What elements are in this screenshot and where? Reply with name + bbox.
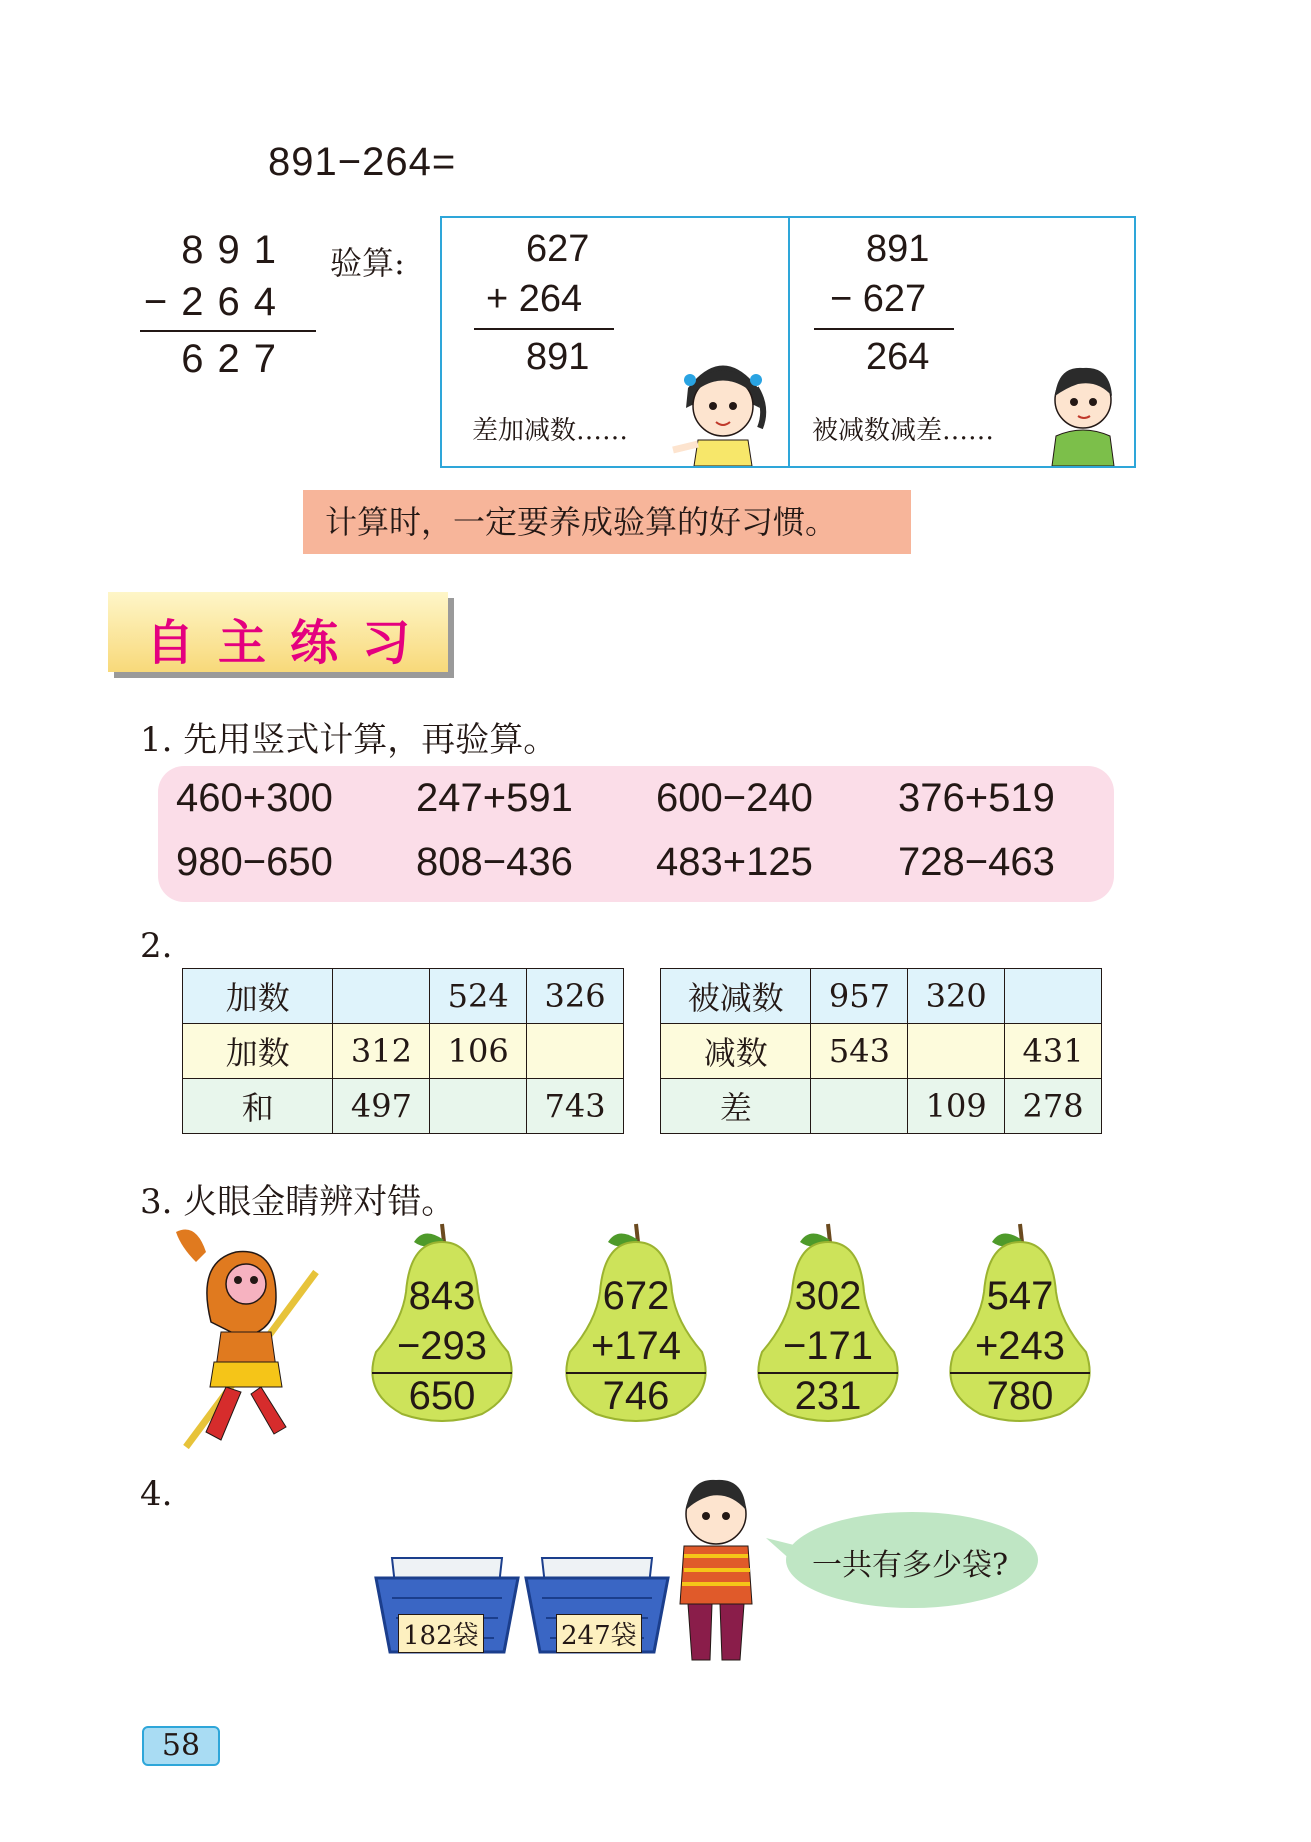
pear-problem-1[interactable] — [362, 1222, 522, 1422]
girl-illustration — [668, 348, 778, 466]
pear-result: 746 — [602, 1374, 670, 1418]
table-cell[interactable] — [527, 1024, 624, 1079]
table-row — [183, 969, 624, 1024]
table-cell: 加数 — [183, 1024, 333, 1079]
basket2-label: 247袋 — [556, 1614, 642, 1653]
pear-top-number: 302 — [794, 1274, 862, 1318]
table-cell: 加数 — [183, 969, 333, 1024]
monkey-king-illustration — [166, 1222, 336, 1452]
table-cell[interactable] — [811, 1079, 908, 1134]
check2-a: 891 — [866, 228, 930, 270]
table-cell[interactable] — [1005, 969, 1102, 1024]
pear-operand: +243 — [974, 1324, 1066, 1368]
table-row — [183, 1024, 624, 1079]
table-cell: 差 — [661, 1079, 811, 1134]
q1-label: 1. 先用竖式计算，再验算。 — [140, 720, 558, 760]
q4-label: 4. — [140, 1474, 173, 1514]
boy-thinking-illustration — [664, 1474, 764, 1670]
table-cell: 524 — [430, 969, 527, 1024]
pear-top-number: 672 — [602, 1274, 670, 1318]
section-title-text: 自主练习 — [146, 615, 435, 671]
speech-text: 一共有多少袋? — [812, 1548, 1009, 1583]
q1-expr: 376+519 — [898, 776, 1055, 820]
table-cell: 431 — [1005, 1024, 1102, 1079]
q1-expr: 980−650 — [176, 840, 333, 884]
q3-label: 3. 火眼金睛辨对错。 — [140, 1182, 456, 1222]
vertical-top: 891 — [181, 228, 290, 272]
pear-problem-3[interactable] — [748, 1222, 908, 1422]
check1-hint: 差加减数…… — [472, 416, 629, 446]
table-cell: 278 — [1005, 1079, 1102, 1134]
table-cell: 743 — [527, 1079, 624, 1134]
section-title — [108, 592, 448, 672]
q1-expr: 483+125 — [656, 840, 813, 884]
check-box-2 — [788, 216, 1136, 468]
vertical-result: 627 — [181, 337, 290, 381]
table-row — [661, 1024, 1102, 1079]
pear-result: 231 — [794, 1374, 862, 1418]
check1-a: 627 — [526, 228, 590, 270]
q1-expr: 808−436 — [416, 840, 573, 884]
check1-result: 891 — [526, 336, 590, 378]
table-cell: 被减数 — [661, 969, 811, 1024]
pear-result: 650 — [408, 1374, 476, 1418]
table-cell: 320 — [908, 969, 1005, 1024]
table-row — [183, 1079, 624, 1134]
table-cell: 109 — [908, 1079, 1005, 1134]
check1-b: + 264 — [486, 278, 583, 320]
basket1-label: 182袋 — [398, 1614, 484, 1653]
check2-hint: 被减数减差…… — [812, 416, 995, 446]
check-label: 验算: — [330, 244, 405, 282]
table-row — [661, 1079, 1102, 1134]
pear-top-number: 547 — [986, 1274, 1054, 1318]
table-cell: 497 — [333, 1079, 430, 1134]
table-cell: 326 — [527, 969, 624, 1024]
q1-expr: 600−240 — [656, 776, 813, 820]
addition-table — [182, 968, 624, 1134]
table-row — [661, 969, 1102, 1024]
q1-expr: 728−463 — [898, 840, 1055, 884]
q1-expr: 460+300 — [176, 776, 333, 820]
q2-label: 2. — [140, 926, 173, 966]
page-number: 58 — [142, 1726, 220, 1766]
q1-expr: 247+591 — [416, 776, 573, 820]
table-cell[interactable] — [430, 1079, 527, 1134]
check2-rule — [814, 328, 954, 330]
subtraction-table — [660, 968, 1102, 1134]
q1-exercise-box — [158, 766, 1114, 902]
check2-result: 264 — [866, 336, 930, 378]
pear-top-number: 843 — [408, 1274, 476, 1318]
pear-operand: −171 — [782, 1324, 874, 1368]
pear-problem-4[interactable] — [940, 1222, 1100, 1422]
table-cell: 和 — [183, 1079, 333, 1134]
table-cell: 957 — [811, 969, 908, 1024]
table-cell: 543 — [811, 1024, 908, 1079]
table-cell: 106 — [430, 1024, 527, 1079]
pear-operand: +174 — [590, 1324, 682, 1368]
boy-illustration — [1038, 358, 1128, 466]
check1-rule — [474, 328, 614, 330]
check-box-1 — [440, 216, 790, 468]
table-cell: 减数 — [661, 1024, 811, 1079]
example-equation: 891−264= — [268, 140, 457, 184]
table-cell: 312 — [333, 1024, 430, 1079]
pear-operand: −293 — [396, 1324, 488, 1368]
pear-problem-2[interactable] — [556, 1222, 716, 1422]
table-cell[interactable] — [908, 1024, 1005, 1079]
check2-b: − 627 — [830, 278, 927, 320]
pear-result: 780 — [986, 1374, 1054, 1418]
vertical-bottom: −264 — [143, 280, 290, 324]
tip-banner: 计算时，一定要养成验算的好习惯。 — [303, 490, 911, 554]
vertical-rule — [140, 330, 316, 332]
table-cell[interactable] — [333, 969, 430, 1024]
